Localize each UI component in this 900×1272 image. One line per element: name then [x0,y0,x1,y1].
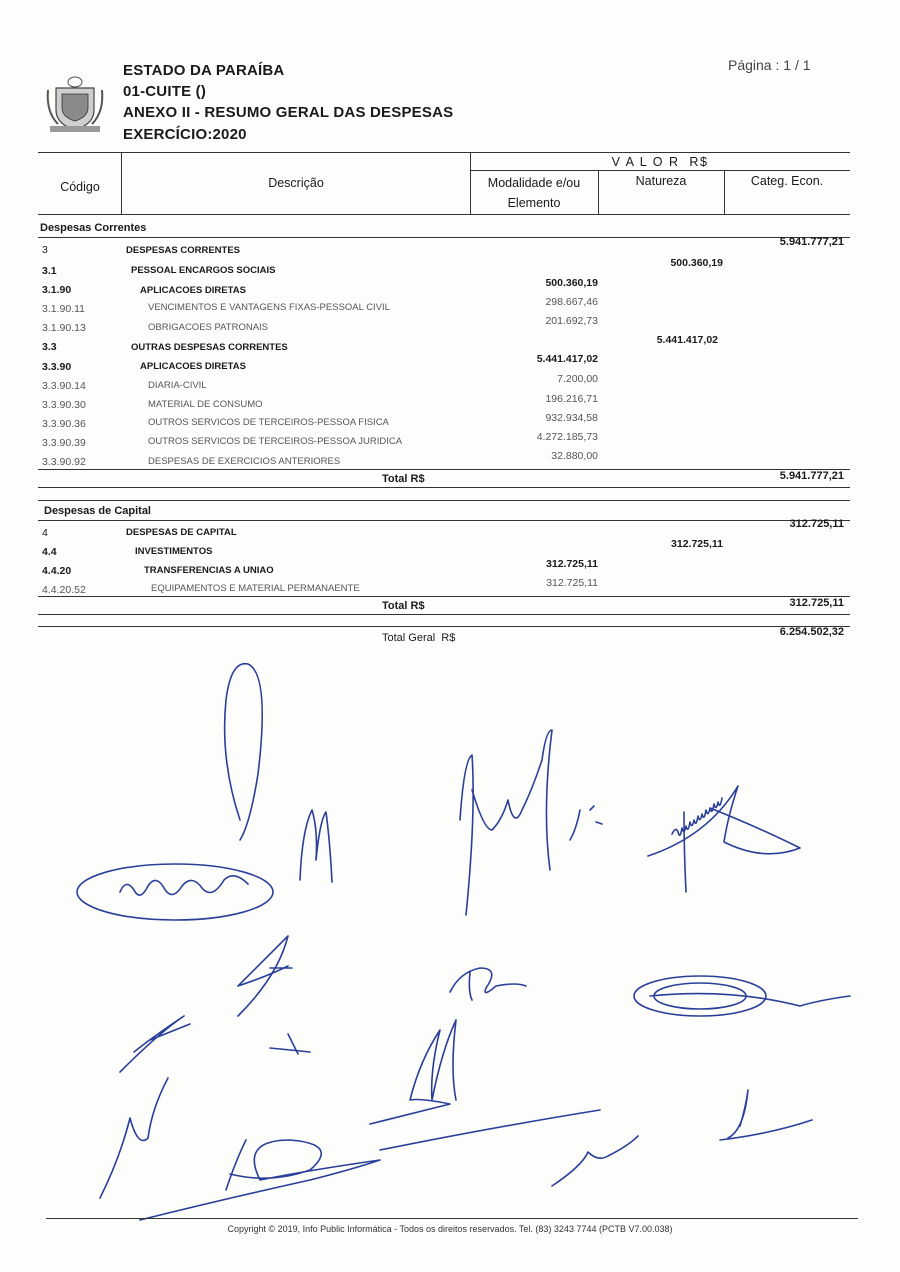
section-title-capital: Despesas de Capital [44,505,151,517]
column-header-modalidade: Modalidade e/ou [487,176,581,190]
total-correntes-label: Total R$ [382,473,425,485]
column-header-code: Código [60,180,100,194]
state-name: ESTADO DA PARAÍBA [123,62,285,79]
total-geral-label: Total Geral R$ [382,632,456,644]
footer-copyright: Copyright © 2019, Info Public Informática - Todos os direitos reservados. Tel. (83) 3243 7744 (PCTB V7.00.038) [227,1224,673,1234]
total-capital-label: Total R$ [382,600,425,612]
fiscal-year: EXERCÍCIO:2020 [123,126,247,143]
coat-of-arms-seal [44,72,106,136]
column-header-elemento: Elemento [507,196,561,210]
column-header-valor: V A L O R R$ [611,155,709,169]
total-capital-value: 312.725,11 [789,597,844,609]
section-title-correntes: Despesas Correntes [40,222,147,234]
column-header-categ-econ: Categ. Econ. [750,174,824,188]
total-geral-value: 6.254.502,32 [779,626,844,638]
total-correntes-value: 5.941.777,21 [779,470,844,482]
entity-name: 01-CUITE () [123,83,207,100]
column-header-description: Descrição [268,176,324,190]
column-header-natureza: Natureza [635,174,687,188]
report-title: ANEXO II - RESUMO GERAL DAS DESPESAS [123,104,454,121]
page-number: Página : 1 / 1 [728,57,811,73]
